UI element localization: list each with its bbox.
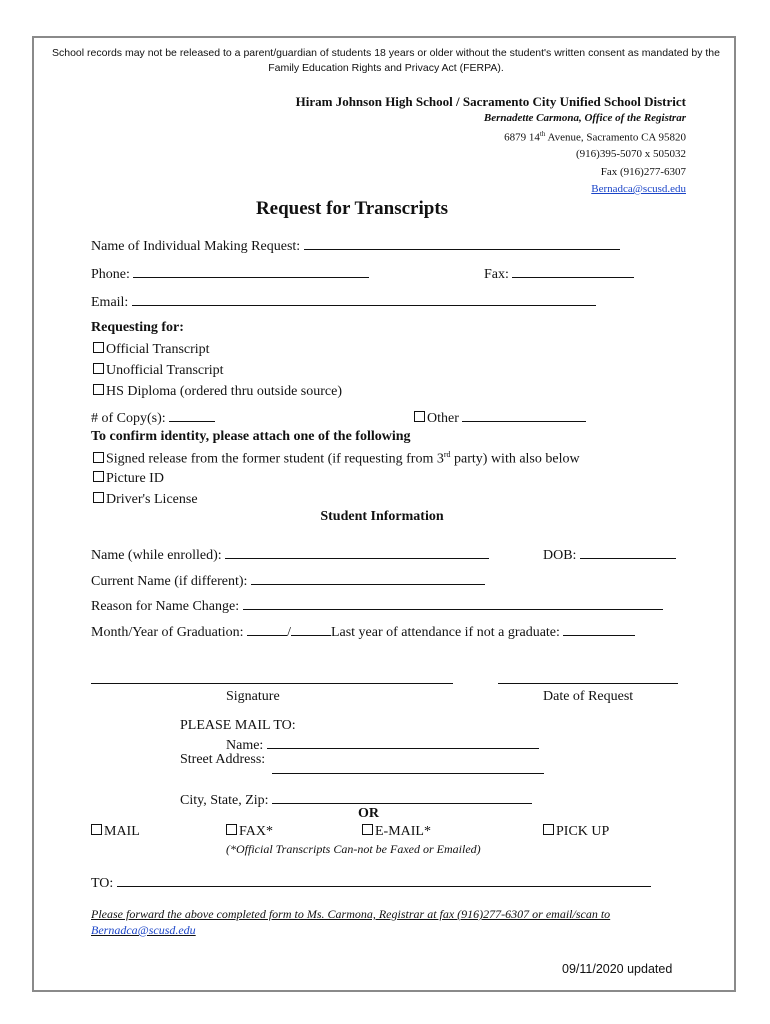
city-label: City, State, Zip:	[180, 793, 269, 808]
current-name-label: Current Name (if different):	[91, 574, 248, 589]
reason-name-change-field[interactable]	[91, 596, 663, 615]
official-transcript-option[interactable]: Official Transcript	[93, 342, 210, 358]
email-field[interactable]	[91, 292, 596, 311]
phone-field[interactable]	[91, 264, 369, 283]
graduation-label: Month/Year of Graduation:	[91, 625, 244, 640]
dob-label: DOB:	[543, 548, 577, 563]
ferpa-notice: School records may not be released to a parent/guardian of students 18 years or older without the student's written consent as mandated by the Family Education Rights and Privacy Act (FERPA).	[52, 47, 720, 74]
city-state-zip-field[interactable]	[180, 790, 532, 809]
signature-label: Signature	[226, 689, 280, 704]
updated-date: 09/11/2020 updated	[562, 962, 673, 976]
delivery-footnote: (*Official Transcripts Can-not be Faxed or Emailed)	[226, 842, 481, 856]
date-label: Date of Request	[543, 689, 634, 704]
forward-note: Please forward the above completed form to Ms. Carmona, Registrar at fax (916)277-6307 or email/scan to Bernadca@scusd.edu	[91, 907, 611, 937]
checkbox-icon[interactable]	[362, 824, 373, 835]
registrar-email-link[interactable]: Bernadca@scusd.edu	[591, 183, 686, 195]
to-label: TO:	[91, 876, 114, 891]
student-name-label: Name (while enrolled):	[91, 548, 222, 563]
other-option[interactable]: Other	[414, 408, 586, 427]
checkbox-icon[interactable]	[543, 824, 554, 835]
requester-name-field[interactable]	[91, 236, 620, 255]
checkbox-icon[interactable]	[91, 824, 102, 835]
identity-heading: To confirm identity, please attach one of the following	[91, 429, 411, 444]
signature-line[interactable]	[91, 683, 453, 684]
student-info-heading: Student Information	[320, 509, 444, 524]
checkbox-icon[interactable]	[93, 363, 104, 374]
picture-id-option[interactable]: Picture ID	[93, 471, 164, 487]
fax-field[interactable]	[484, 264, 634, 283]
checkbox-icon[interactable]	[93, 471, 104, 482]
checkbox-icon[interactable]	[226, 824, 237, 835]
fax-option[interactable]: FAX*	[226, 824, 273, 840]
requesting-heading: Requesting for:	[91, 320, 184, 335]
school-name: Hiram Johnson High School / Sacramento City Unified School District	[295, 94, 686, 109]
reason-label: Reason for Name Change:	[91, 599, 240, 614]
copies-field[interactable]	[91, 408, 215, 427]
mail-to-heading: PLEASE MAIL TO:	[180, 718, 296, 733]
mail-name-field[interactable]	[226, 735, 539, 754]
to-field[interactable]	[91, 873, 651, 892]
email-label: Email:	[91, 295, 129, 310]
pickup-option[interactable]: PICK UP	[543, 824, 609, 840]
school-address: 6879 14th Avenue, Sacramento CA 95820	[504, 130, 686, 144]
street-address-label: Street Address:	[180, 752, 266, 767]
school-phone: (916)395-5070 x 505032	[576, 148, 686, 160]
checkbox-icon[interactable]	[93, 452, 104, 463]
or-label: OR	[358, 806, 379, 821]
checkbox-icon[interactable]	[93, 342, 104, 353]
requester-name-label: Name of Individual Making Request:	[91, 239, 301, 254]
street-address-line[interactable]	[272, 773, 544, 774]
graduation-field[interactable]: Month/Year of Graduation: / Last year of attendance if not a graduate:	[91, 622, 635, 641]
last-year-label: Last year of attendance if not a graduate:	[330, 625, 560, 640]
forward-email-link[interactable]: Bernadca@scusd.edu	[91, 923, 196, 937]
date-line[interactable]	[498, 683, 678, 684]
registrar-office: Bernadette Carmona, Office of the Registrar	[483, 112, 686, 124]
email-option[interactable]: E-MAIL*	[362, 824, 431, 840]
hs-diploma-option[interactable]: HS Diploma (ordered thru outside source)	[93, 384, 342, 400]
phone-label: Phone:	[91, 267, 130, 282]
form-title: Request for Transcripts	[255, 198, 449, 219]
checkbox-icon[interactable]	[414, 411, 425, 422]
drivers-license-option[interactable]: Driver's License	[93, 492, 198, 508]
school-fax: Fax (916)277-6307	[600, 166, 686, 178]
unofficial-transcript-option[interactable]: Unofficial Transcript	[93, 363, 224, 379]
student-name-field[interactable]	[91, 545, 489, 564]
mail-option[interactable]: MAIL	[91, 824, 140, 840]
copies-label: # of Copy(s):	[91, 411, 166, 426]
dob-field[interactable]	[543, 545, 676, 564]
checkbox-icon[interactable]	[93, 492, 104, 503]
mail-name-label: Name:	[226, 738, 264, 753]
signed-release-option[interactable]: Signed release from the former student (if requesting from 3rd party) with also below	[93, 450, 580, 468]
checkbox-icon[interactable]	[93, 384, 104, 395]
current-name-field[interactable]	[91, 571, 485, 590]
fax-label: Fax:	[484, 267, 509, 282]
